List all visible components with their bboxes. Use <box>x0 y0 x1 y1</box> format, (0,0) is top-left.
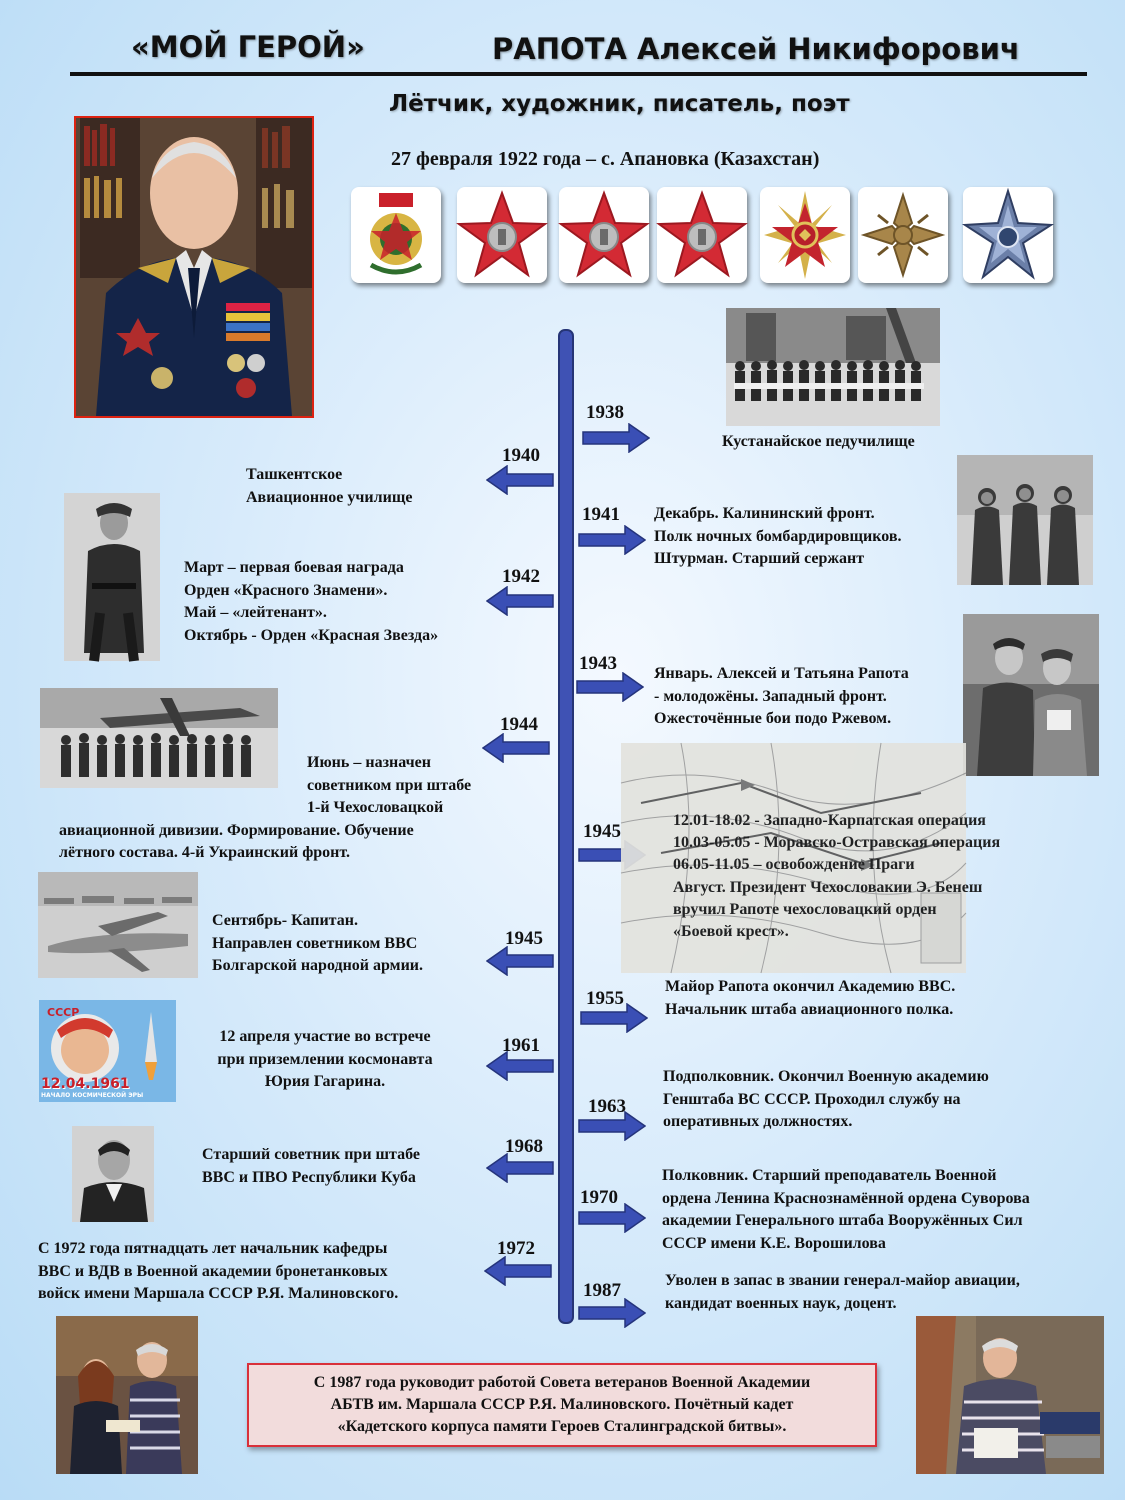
event-line: Уволен в запас в звании генерал-майор авиации, <box>665 1272 1020 1289</box>
event-line: 12.01-18.02 - Западно-Карпатская операция <box>673 812 986 829</box>
event-line: Генштаба ВС СССР. Проходил службу на <box>663 1090 961 1108</box>
arrow-left-1961 <box>486 1051 554 1081</box>
event-1945a-text <box>673 810 1000 943</box>
footer-note <box>247 1363 877 1447</box>
order-red-star-icon <box>559 187 649 283</box>
year-1987: 1987 <box>583 1280 621 1301</box>
czechoslovak-war-cross-icon <box>858 187 948 283</box>
hero-portrait <box>74 116 314 418</box>
event-line: Кустанайское педучилище <box>722 433 915 450</box>
event-1945b-text <box>212 910 423 978</box>
event-line: Полковник. Старший преподаватель Военной <box>662 1167 997 1184</box>
gagarin-poster <box>39 1000 176 1102</box>
event-line: - молодожёны. Западный фронт. <box>654 687 887 705</box>
footer-line: С 1987 года руководит работой Совета ветеранов Военной Академии <box>313 1374 811 1391</box>
event-1968-text <box>202 1144 420 1189</box>
arrow-left-1942 <box>486 586 554 616</box>
footer-line: АБТВ им. Маршала СССР Р.Я. Малиновского. Почётный кадет <box>330 1396 794 1413</box>
event-line: Декабрь. Калининский фронт. <box>654 505 875 522</box>
airfield-crew-photo <box>40 688 278 788</box>
event-line: Старший советник при штабе <box>202 1146 420 1163</box>
event-line: Штурман. Старший сержант <box>654 550 865 567</box>
event-1941-text <box>654 503 901 571</box>
young-cadet-photo <box>64 493 160 661</box>
event-line: С 1972 года пятнадцать лет начальник кафедры <box>38 1240 388 1257</box>
arrow-right-1987 <box>578 1298 646 1328</box>
event-1938-text <box>722 431 915 454</box>
event-line: Подполковник. Окончил Военную академию <box>663 1068 989 1085</box>
event-line: кандидат военных наук, доцент. <box>665 1294 897 1312</box>
event-1970-text <box>662 1165 1030 1255</box>
arrow-left-1968 <box>486 1153 554 1183</box>
event-line: оперативных должностях. <box>663 1113 853 1130</box>
year-1938: 1938 <box>586 402 624 423</box>
students-group-photo <box>726 308 940 426</box>
poster-caption: НАЧАЛО КОСМИЧЕСКОЙ ЭРЫ <box>41 1092 144 1099</box>
event-line: Майор Рапота окончил Академию ВВС. <box>665 978 956 995</box>
event-line: лётного состава. 4-й Украинский фронт. <box>59 844 351 861</box>
event-line: войск имени Маршала СССР Р.Я. Малиновского. <box>38 1285 399 1302</box>
event-line: Март – первая боевая награда <box>184 559 404 576</box>
event-line: 10.03-05.05 - Моравско-Остравская операция <box>673 834 1001 852</box>
year-1970: 1970 <box>580 1187 618 1208</box>
hero-name: РАПОТА Алексей Никифорович <box>492 32 1020 66</box>
order-patriotic-war-icon <box>760 187 850 283</box>
event-line: авиационной дивизии. Формирование. Обучение <box>59 821 414 839</box>
year-1945-a: 1945 <box>583 821 621 842</box>
event-1972-text <box>38 1238 398 1306</box>
year-1972: 1972 <box>497 1238 535 1259</box>
event-line: ВВС и ВДВ в Военной академии бронетанковых <box>38 1262 388 1280</box>
event-line: Октябрь - Орден «Красная Звезда» <box>184 626 439 644</box>
event-1955-text <box>665 976 955 1021</box>
arrow-right-1938 <box>582 423 650 453</box>
officer-portrait <box>72 1126 154 1222</box>
event-1963-text <box>663 1066 989 1134</box>
event-line: 06.05-11.05 – освобождение Праги <box>673 856 915 874</box>
event-line: Направлен советником ВВС <box>212 934 418 952</box>
event-line: Ташкентское <box>246 466 343 483</box>
order-red-banner-icon <box>351 187 441 283</box>
aircraft-photo <box>38 872 198 978</box>
poster-country: СССР <box>47 1006 80 1019</box>
arrow-right-1970 <box>578 1203 646 1233</box>
event-line: ВВС и ПВО Республики Куба <box>202 1168 416 1186</box>
project-title: «МОЙ ГЕРОЙ» <box>131 30 365 64</box>
year-1955: 1955 <box>586 988 624 1009</box>
arrow-right-1955 <box>580 1003 648 1033</box>
event-line: Юрия Гагарина. <box>264 1073 386 1090</box>
arrow-left-1972 <box>484 1256 552 1286</box>
event-line: академии Генерального штаба Вооружённых Сил <box>662 1212 1023 1229</box>
event-line: 1-й Чехословацкой <box>307 799 444 816</box>
year-1963: 1963 <box>588 1096 626 1117</box>
birth-info: 27 февраля 1922 года – с. Апановка (Казахстан) <box>391 148 820 170</box>
event-line: Начальник штаба авиационного полка. <box>665 1000 954 1018</box>
event-line: Полк ночных бомбардировщиков. <box>654 527 902 545</box>
footer-line: «Кадетского корпуса памяти Героев Сталинградской битвы». <box>337 1418 787 1435</box>
event-line: Болгарской народной армии. <box>212 957 424 974</box>
event-line: ордена Ленина Краснознамённой ордена Суворова <box>662 1189 1030 1207</box>
poster-date: 12.04.1961 <box>41 1076 130 1092</box>
arrow-left-1940 <box>486 465 554 495</box>
couple-photo <box>963 614 1099 776</box>
year-1961: 1961 <box>502 1035 540 1056</box>
event-line: Июнь – назначен <box>307 754 431 771</box>
arrow-right-1943 <box>576 672 644 702</box>
operations-map <box>621 743 1001 973</box>
soldiers-photo <box>957 455 1093 585</box>
event-line: 12 апреля участие во встрече <box>219 1028 431 1045</box>
arrow-right-1963 <box>578 1111 646 1141</box>
event-line: вручил Рапоте чехословацкий орден <box>673 900 937 918</box>
year-1968: 1968 <box>505 1136 543 1157</box>
order-star-icon <box>963 187 1053 283</box>
event-1942-text <box>184 557 438 647</box>
event-1940-text <box>246 464 412 509</box>
event-line: Ожесточённые бои подо Ржевом. <box>654 710 892 727</box>
event-line: при приземлении космонавта <box>217 1050 433 1068</box>
order-red-star-icon <box>457 187 547 283</box>
event-line: «Боевой крест». <box>673 923 789 941</box>
arrow-left-1945-b <box>486 946 554 976</box>
event-1961-text <box>200 1026 450 1094</box>
reading-photo <box>916 1316 1104 1474</box>
year-1941: 1941 <box>582 504 620 525</box>
event-line: Сентябрь- Капитан. <box>212 912 358 929</box>
event-line: Орден «Красного Знамени». <box>184 581 388 599</box>
order-red-star-icon <box>657 187 747 283</box>
event-line: Август. Президент Чехословакии Э. Бенеш <box>673 878 983 896</box>
event-line: Авиационное училище <box>246 488 413 506</box>
header-rule <box>70 72 1087 76</box>
arrow-right-1941 <box>578 525 646 555</box>
event-line: советником при штабе <box>307 776 472 794</box>
year-1942: 1942 <box>502 566 540 587</box>
event-1943-text <box>654 663 909 731</box>
timeline-axis <box>558 329 574 1324</box>
hero-roles: Лётчик, художник, писатель, поэт <box>389 91 850 117</box>
event-line: Январь. Алексей и Татьяна Рапота <box>654 665 909 682</box>
year-1945-b: 1945 <box>505 928 543 949</box>
year-1943: 1943 <box>579 653 617 674</box>
event-line: СССР имени К.Е. Ворошилова <box>662 1234 886 1252</box>
event-1987-text <box>665 1270 1020 1315</box>
year-1944: 1944 <box>500 714 538 735</box>
family-photo <box>56 1316 198 1474</box>
year-1940: 1940 <box>502 445 540 466</box>
arrow-left-1944 <box>482 733 550 763</box>
event-line: Май – «лейтенант». <box>184 604 327 621</box>
